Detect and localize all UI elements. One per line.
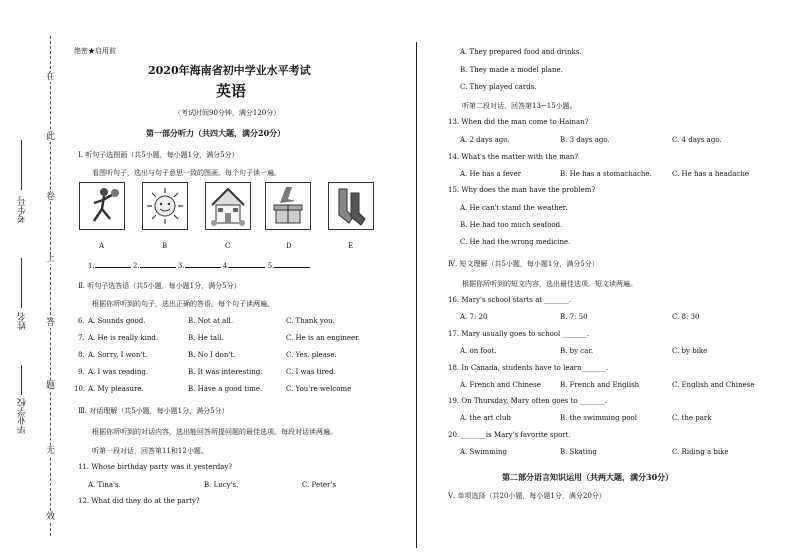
binding-char: 卷 xyxy=(46,192,56,202)
question-number: 8. xyxy=(78,351,85,359)
section4-title: Ⅳ. 短文理解（共5小题，每小题1分，满分5分） xyxy=(448,260,599,268)
column-divider xyxy=(416,42,417,548)
question-17: 17. Mary usually goes to school _______. xyxy=(448,330,590,338)
option-c: C. I was tired. xyxy=(286,368,336,376)
option-c: C. They played cards. xyxy=(460,83,537,91)
section3-subinstruction: 听第一段对话，回答第11和12小题。 xyxy=(92,447,208,455)
picture-letter: C xyxy=(225,242,231,250)
question-16: 16. Mary's school starts at _______. xyxy=(448,296,572,304)
answer-blank-label: 5. xyxy=(267,262,275,270)
binding-char: 答 xyxy=(46,318,56,328)
option-a: A. French and Chinese xyxy=(460,381,541,389)
option-b: B. They made a model plane. xyxy=(460,66,563,74)
binding-char: 题 xyxy=(46,381,56,391)
gift-box-icon xyxy=(265,182,311,230)
option-a: A. 2 days ago. xyxy=(460,136,510,144)
option-a: A. the art club xyxy=(460,414,511,422)
picture-letter: B xyxy=(162,242,168,250)
option-b: B. Not at all. xyxy=(188,317,234,325)
school-label: 毕业学校 xyxy=(18,398,28,434)
option-a: A. He has a fever xyxy=(460,170,522,178)
question-number: 7. xyxy=(78,334,85,342)
option-b: B. He has a stomachache. xyxy=(560,170,652,178)
binding-char: 此 xyxy=(46,132,56,142)
option-b: B. Lucy's. xyxy=(204,481,239,489)
option-a: A. 7: 20 xyxy=(460,313,488,321)
section4-instruction: 根据你所听到的短文内容，选出最佳选项。短文读两遍。 xyxy=(462,280,637,288)
time-note: （考试时间90分钟，满分120分） xyxy=(174,109,281,117)
answer-blank-label: 3. xyxy=(177,262,185,270)
option-a: A. They prepared food and drinks. xyxy=(460,48,582,56)
answer-blank[interactable] xyxy=(95,260,131,268)
section1-title: Ⅰ. 听句子选图画（共5小题，每小题1分，满分5分） xyxy=(78,151,239,159)
picture-letter: A xyxy=(99,242,105,250)
answer-blank-label: 4. xyxy=(222,262,230,270)
option-c: C. the park xyxy=(672,414,712,422)
section3-title: Ⅲ. 对话理解（共5小题，每小题1分，满分5分） xyxy=(78,407,229,415)
option-a: A. on foot. xyxy=(460,347,497,355)
section2-title: Ⅱ. 听句子选答语（共5小题，每小题1分，满分5分） xyxy=(78,282,241,290)
option-c: C. Yes, please. xyxy=(286,351,337,359)
option-b: B. He had too much seafood. xyxy=(460,221,563,229)
examinee-number-label: 考生号 xyxy=(18,196,28,223)
option-c: C. You're welcome xyxy=(286,385,352,393)
binding-char: 无 xyxy=(46,446,56,456)
answer-blank-label: 2. xyxy=(132,262,140,270)
option-b: B. French and English xyxy=(560,381,640,389)
name-line xyxy=(21,258,22,308)
smiling-sun-icon xyxy=(142,182,188,230)
option-b: B. It was interesting. xyxy=(188,368,263,376)
question-11: 11. Whose birthday party was it yesterday? xyxy=(78,463,233,471)
question-15: 15. Why does the man have the problem? xyxy=(448,186,596,194)
binding-char: 效 xyxy=(46,512,56,522)
option-b: B. Have a good time. xyxy=(188,385,263,393)
option-a: A. My pleasure. xyxy=(88,385,144,393)
option-c: C. Thank you. xyxy=(286,317,335,325)
option-b: B. by car. xyxy=(560,347,594,355)
confidential-mark: 绝密★启用前 xyxy=(74,47,116,55)
binding-char: 在 xyxy=(46,72,56,82)
socks-icon xyxy=(328,182,374,230)
answer-blanks-row xyxy=(88,260,310,270)
subinstruction-2: 听第二段对话，回答第13~15小题。 xyxy=(462,102,577,110)
answer-blank-label: 1. xyxy=(88,262,95,270)
option-c: C. Riding a bike xyxy=(672,448,729,456)
answer-blank[interactable] xyxy=(274,260,310,268)
option-c: C. He had the wrong medicine. xyxy=(460,238,571,246)
option-c: C. English and Chinese xyxy=(672,381,755,389)
option-b: B. 3 days ago. xyxy=(560,136,610,144)
question-19: 19. On Thursday, Mary often goes to _______. xyxy=(448,397,607,405)
question-13: 13. When did the man come to Hainan? xyxy=(448,118,589,126)
question-number: 10. xyxy=(74,385,86,393)
option-c: C. 4 days ago. xyxy=(672,136,722,144)
question-12: 12. What did they do at the party? xyxy=(78,497,200,505)
question-20: 20. _______is Mary's favorite sport. xyxy=(448,431,571,439)
option-a: A. I was reading. xyxy=(88,368,149,376)
option-c: C. by bike xyxy=(672,347,708,355)
option-a: A. He can't stand the weather. xyxy=(460,204,568,212)
house-icon xyxy=(205,182,251,230)
part1-heading: 第一部分听力（共四大题，满分20分） xyxy=(146,128,286,138)
question-18: 18. In Canada, students have to learn_______. xyxy=(448,364,609,372)
option-b: B. No I don't. xyxy=(188,351,236,359)
option-b: B. the swimming pool xyxy=(560,414,637,422)
answer-blank[interactable] xyxy=(229,260,265,268)
name-label: 姓名 xyxy=(18,312,28,330)
section3-instruction: 根据你所听到的对话内容，选出能回答所提问题的最佳选项。每段对话读两遍。 xyxy=(92,428,337,436)
school-line xyxy=(21,365,22,395)
option-c: C. He has a headache xyxy=(672,170,749,178)
answer-blank[interactable] xyxy=(140,260,176,268)
option-c: C. 8: 30 xyxy=(672,313,700,321)
binding-char: 上 xyxy=(46,254,56,264)
question-14: 14. What's the matter with the man? xyxy=(448,153,579,161)
section5-title: Ⅴ. 单项选择（共20小题，每小题1分，满分20分） xyxy=(448,492,606,500)
picture-letter: D xyxy=(286,242,292,250)
option-c: C. He is an engineer. xyxy=(286,334,360,342)
exam-title: 2020年海南省初中学业水平考试 xyxy=(148,64,311,77)
basketball-player-icon xyxy=(79,182,125,230)
binding-margin xyxy=(0,0,60,560)
picture-letter: E xyxy=(348,242,354,250)
binding-dashed-line xyxy=(50,36,51,536)
option-a: A. Sorry, I won't. xyxy=(88,351,148,359)
section2-instruction: 根据你所听到的句子，选出正确的答语。每个句子读两遍。 xyxy=(92,300,274,308)
option-b: B. Skating xyxy=(560,448,597,456)
question-number: 9. xyxy=(78,368,85,376)
subject-title: 英语 xyxy=(216,82,247,100)
option-a: A. Tina's. xyxy=(88,481,121,489)
option-a: A. He is really kind. xyxy=(88,334,159,342)
option-a: A. Sounds good. xyxy=(88,317,146,325)
option-a: A. Swimming xyxy=(460,448,508,456)
question-number: 6. xyxy=(78,317,85,325)
part2-heading: 第二部分语言知识运用（共两大题，满分30分） xyxy=(502,472,674,482)
section1-instruction: 看图听句子，选出与句子意思一致的图画。每个句子读一遍。 xyxy=(92,169,281,177)
option-b: B. 7: 50 xyxy=(560,313,588,321)
examinee-number-line xyxy=(21,140,22,190)
option-b: B. He tall. xyxy=(188,334,224,342)
answer-blank[interactable] xyxy=(185,260,221,268)
option-c: C. Peter's xyxy=(302,481,336,489)
